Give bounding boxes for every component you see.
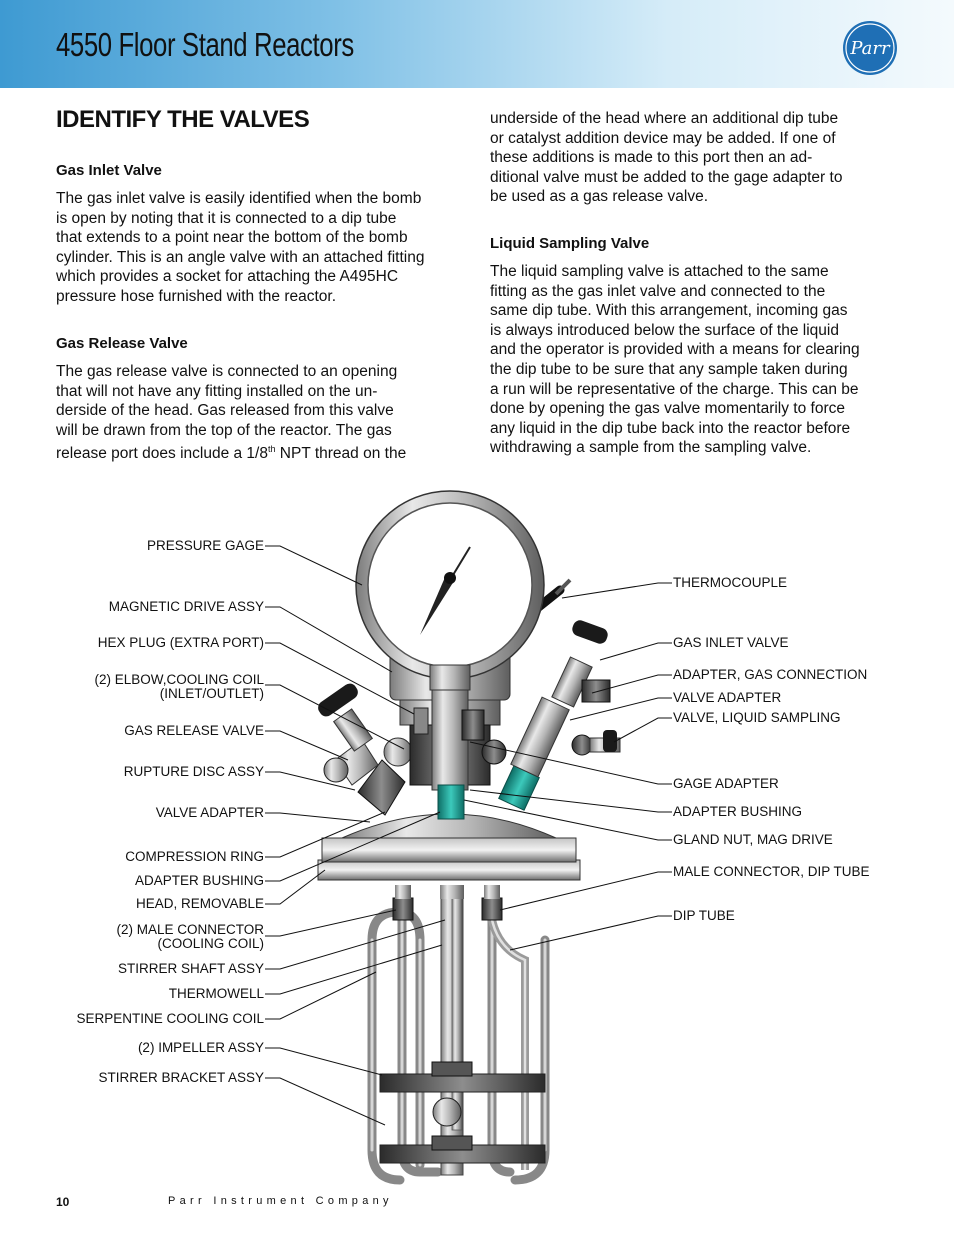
label-dip-tube: DIP TUBE: [673, 908, 735, 923]
label-valve-adapter-left: VALVE ADAPTER: [155, 805, 264, 820]
label-gas-release-valve: GAS RELEASE VALVE: [124, 723, 264, 738]
footer-company: Parr Instrument Company: [168, 1195, 393, 1207]
label-head-removable: HEAD, REMOVABLE: [135, 896, 264, 911]
label-impeller-assy: (2) IMPELLER ASSY: [137, 1040, 264, 1055]
label-pressure-gage: PRESSURE GAGE: [146, 538, 264, 553]
impeller-assy: [432, 1062, 472, 1150]
label-hex-plug: HEX PLUG (EXTRA PORT): [97, 635, 264, 650]
heading-gas-inlet: Gas Inlet Valve: [56, 162, 162, 179]
label-adapter-gas-connection: ADAPTER, GAS CONNECTION: [673, 667, 868, 682]
heading-gas-release: Gas Release Valve: [56, 335, 188, 352]
pressure-gage: [356, 491, 544, 690]
label-compression-ring: COMPRESSION RING: [125, 849, 264, 864]
stirrer-shaft-assy: [452, 890, 462, 1130]
para-gas-inlet: The gas inlet valve is easily identified when the bomb is open by noting that it is connected to a dip tube that extends to a point near the bottom of the bomb cylinder. This is an angle valve with an attached fitting which provides a socket for attaching the A495HC pressure hose furnished with the reactor.: [56, 190, 425, 305]
svg-text:Parr: Parr: [850, 38, 890, 59]
label-elbow-cooling-coil: (2) ELBOW,COOLING COIL: [94, 672, 264, 687]
label-stirrer-shaft-assy: STIRRER SHAFT ASSY: [117, 961, 264, 976]
label-valve-adapter-right: VALVE ADAPTER: [673, 690, 782, 705]
label-male-connector-sub: (COOLING COIL): [157, 936, 264, 951]
label-adapter-bushing-left: ADAPTER BUSHING: [134, 873, 264, 888]
label-thermowell: THERMOWELL: [168, 986, 264, 1001]
page-title: 4550 Floor Stand Reactors: [56, 26, 354, 63]
label-gland-nut: GLAND NUT, MAG DRIVE: [673, 832, 833, 847]
label-magnetic-drive-assy: MAGNETIC DRIVE ASSY: [108, 599, 264, 614]
label-gas-inlet-valve: GAS INLET VALVE: [673, 635, 789, 650]
parr-logo: [842, 20, 898, 76]
page-header: [0, 0, 954, 88]
label-serpentine-cooling-coil: SERPENTINE COOLING COIL: [76, 1011, 264, 1026]
heading-liquid-sampling: Liquid Sampling Valve: [490, 235, 650, 252]
label-gage-adapter: GAGE ADAPTER: [673, 776, 779, 791]
para-gas-release: The gas release valve is connected to an opening that will not have any fitting installed on the un- derside of the head. Gas released from this valve will be drawn from the top of the reactor. The gas release port does include a 1/8th NPT thread on the: [56, 363, 407, 463]
para-gas-release-cont: underside of the head where an additional dip tube or catalyst addition device may be added. If one of these additions is made to this port then an ad- ditional valve must be added to the gage adapter to be used as a gas release valve.: [490, 110, 843, 206]
page-number: 10: [56, 1195, 70, 1209]
gas-release-valve: [315, 681, 412, 815]
para-liquid-sampling: The liquid sampling valve is attached to the same fitting as the gas inlet valve and connected to the same dip tube. With this arrangement, incoming gas is always introduced below the surface of the liquid and the operator is provided with a means for clearing the dip tube to be sure that any sample taken during a run will be representative of the charge. This can be done by opening the gas valve momentarily to force any liquid in the dip tube back into the reactor before withdrawing a sample from the sampling valve.: [490, 263, 860, 457]
label-rupture-disc-assy: RUPTURE DISC ASSY: [123, 764, 264, 779]
label-thermocouple: THERMOCOUPLE: [673, 575, 788, 590]
section-title: IDENTIFY THE VALVES: [56, 106, 310, 133]
label-valve-liquid-sampling: VALVE, LIQUID SAMPLING: [673, 710, 841, 725]
label-elbow-cooling-coil-sub: (INLET/OUTLET): [159, 686, 264, 701]
label-male-connector-dip-tube: MALE CONNECTOR, DIP TUBE: [673, 864, 870, 879]
label-adapter-bushing-right: ADAPTER BUSHING: [673, 804, 803, 819]
label-stirrer-bracket-assy: STIRRER BRACKET ASSY: [98, 1070, 264, 1085]
label-male-connector: (2) MALE CONNECTOR: [116, 922, 264, 937]
